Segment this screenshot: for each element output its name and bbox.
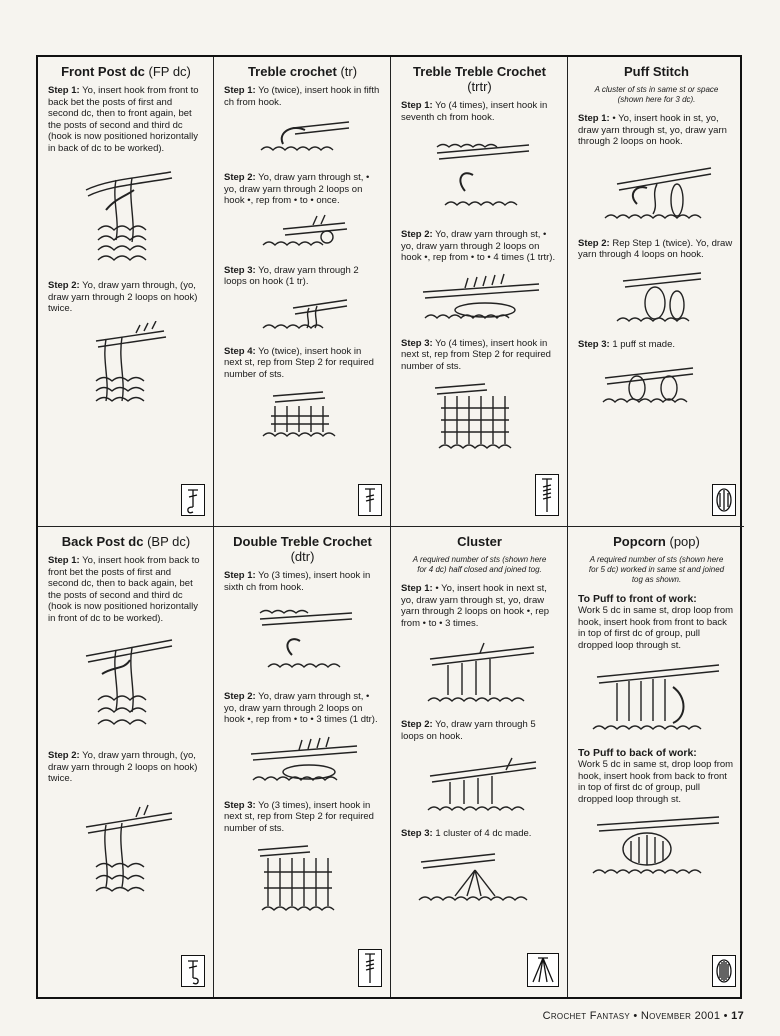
cell-double-treble-crochet xyxy=(214,527,391,997)
popcorn-title: Popcorn (pop) xyxy=(613,534,700,549)
popcorn-front-heading: To Puff to front of work: xyxy=(578,593,697,605)
treble-treble-title: Treble Treble Crochet (trtr) xyxy=(413,64,546,94)
cell-treble-crochet xyxy=(214,57,391,527)
cluster-step3-illustration xyxy=(415,846,545,908)
cell-cluster xyxy=(391,527,568,997)
tr-step3-illustration xyxy=(253,294,353,336)
back-post-dc-title: Back Post dc (BP dc) xyxy=(61,534,191,549)
tr-step1-illustration xyxy=(253,114,353,162)
puff-step2-illustration xyxy=(607,267,707,329)
cell-back-post-dc xyxy=(38,527,214,997)
puff-note: A cluster of sts in same st or space (shown here for 3 dc). xyxy=(594,85,719,104)
treble-crochet-title: Treble crochet (tr) xyxy=(247,64,358,79)
tr-step-2: Step 2: Yo, draw yarn through st, • yo, draw yarn through 2 loops on hook •, rep from • to • once. xyxy=(224,172,370,206)
bp-dc-step-2: Step 2: Yo, draw yarn through, (yo, draw yarn through 2 loops on hook) twice. xyxy=(48,750,198,784)
puff-symbol-icon xyxy=(712,484,736,516)
trtr-step-2: Step 2: Yo, draw yarn through st, • yo, draw yarn through 2 loops on hook •, rep from • to • 4 times (1 trtr). xyxy=(401,229,556,263)
bp-dc-step-1: Step 1: Yo, insert hook from back to front bet the posts of first and second dc, then to back again, bet the posts of second and third dc (hook is now positioned horizontally in front of dc to be worked). xyxy=(48,555,200,624)
dtr-step2-illustration xyxy=(243,732,363,790)
popcorn-symbol-icon xyxy=(712,955,736,987)
cell-popcorn xyxy=(568,527,744,997)
trtr-step-1: Step 1: Yo (4 times), insert hook in seventh ch from hook. xyxy=(401,100,548,123)
cell-treble-treble-crochet xyxy=(391,57,568,527)
tr-step-1: Step 1: Yo (twice), insert hook in fifth ch from hook. xyxy=(224,85,380,108)
fp-dc-symbol-icon xyxy=(181,484,205,516)
page-number: 17 xyxy=(731,1010,744,1022)
dtr-step1-illustration xyxy=(248,599,358,681)
tr-step4-illustration xyxy=(253,386,353,444)
cluster-title: Cluster xyxy=(457,534,502,549)
fp-dc-step2-illustration xyxy=(76,321,176,416)
popcorn-back-text: Work 5 dc in same st, drop loop from hook, insert hook from back to front in top of first dc of group, pull dropped loop through st. xyxy=(578,759,734,805)
tr-step2-illustration xyxy=(253,213,353,255)
cell-front-post-dc xyxy=(38,57,214,527)
puff-step-3: Step 3: 1 puff st made. xyxy=(578,338,675,350)
trtr-symbol-icon xyxy=(535,474,559,516)
tr-step-4: Step 4: Yo (twice), insert hook in next st, rep from Step 2 for required number of sts. xyxy=(224,345,374,380)
fp-dc-step1-illustration xyxy=(76,160,176,270)
bp-dc-step2-illustration xyxy=(76,791,176,901)
cell-puff-stitch xyxy=(568,57,744,527)
fp-dc-step-1: Step 1: Yo, insert hook from front to back bet the posts of first and second dc, then to front again, bet the posts of second and third dc (hook is now positioned horizontally in back of dc to be worked). xyxy=(48,85,199,154)
trtr-step1-illustration xyxy=(425,129,535,219)
popcorn-front-illustration xyxy=(587,657,727,737)
dtr-step3-illustration xyxy=(248,840,358,916)
tr-step-3: Step 3: Yo, draw yarn through 2 loops on hook (1 tr). xyxy=(224,264,359,287)
cluster-note: A required number of sts (shown here for 4 dc) half closed and joined tog. xyxy=(412,555,547,574)
popcorn-front-text: Work 5 dc in same st, drop loop from hook, insert hook from front to back in top of first dc of group, pull dropped loop through st. xyxy=(578,605,734,651)
front-post-dc-title: Front Post dc (FP dc) xyxy=(61,64,191,79)
fp-dc-step-2: Step 2: Yo, draw yarn through, (yo, draw yarn through 2 loops on hook) twice. xyxy=(48,280,198,314)
trtr-step-3: Step 3: Yo (4 times), insert hook in next st, rep from Step 2 for required number of sts. xyxy=(401,337,551,372)
magazine-name: Crochet Fantasy xyxy=(542,1010,631,1022)
cluster-step-1: Step 1: • Yo, insert hook in next st, yo, draw yarn through st, yo, draw yarn through 2 loops on hook •, rep from • to • 3 times. xyxy=(401,583,550,629)
dtr-step-3: Step 3: Yo (3 times), insert hook in next st, rep from Step 2 for required number of sts. xyxy=(224,799,374,834)
double-treble-title: Double Treble Crochet (dtr) xyxy=(233,534,372,564)
cluster-step-2: Step 2: Yo, draw yarn through 5 loops on hook. xyxy=(401,719,536,742)
puff-step3-illustration xyxy=(597,356,717,410)
puff-step1-illustration xyxy=(597,154,717,228)
dtr-step-1: Step 1: Yo (3 times), insert hook in sixth ch from hook. xyxy=(224,570,371,593)
bp-dc-step1-illustration xyxy=(76,630,176,740)
issue-date: November 2001 xyxy=(640,1010,721,1022)
puff-stitch-title: Puff Stitch xyxy=(624,64,689,79)
page-footer: Crochet Fantasy • November 2001 • 17 xyxy=(542,1010,744,1022)
tr-symbol-icon xyxy=(358,484,382,516)
bp-dc-symbol-icon xyxy=(181,955,205,987)
popcorn-back-illustration xyxy=(587,811,727,881)
cluster-step1-illustration xyxy=(420,635,540,709)
popcorn-back-heading: To Puff to back of work: xyxy=(578,747,697,759)
popcorn-note: A required number of sts (shown here for 5 dc) worked in same st and joined tog as shown. xyxy=(588,555,725,584)
cluster-step-3: Step 3: 1 cluster of 4 dc made. xyxy=(401,828,532,839)
cluster-symbol-icon xyxy=(527,953,559,987)
trtr-step3-illustration xyxy=(425,378,535,454)
puff-step-1: Step 1: • Yo, insert hook in st, yo, draw yarn through st, yo, draw yarn through 2 loops on hook. xyxy=(578,113,727,147)
stitch-guide-grid xyxy=(36,55,742,999)
cluster-step2-illustration xyxy=(420,748,540,818)
trtr-step2-illustration xyxy=(415,270,545,328)
puff-step-2: Step 2: Rep Step 1 (twice). Yo, draw yarn through 4 loops on hook. xyxy=(578,237,733,260)
dtr-step-2: Step 2: Yo, draw yarn through st, • yo, draw yarn through 2 loops on hook •, rep from • to • 3 times (1 dtr). xyxy=(224,691,378,725)
dtr-symbol-icon xyxy=(358,949,382,987)
